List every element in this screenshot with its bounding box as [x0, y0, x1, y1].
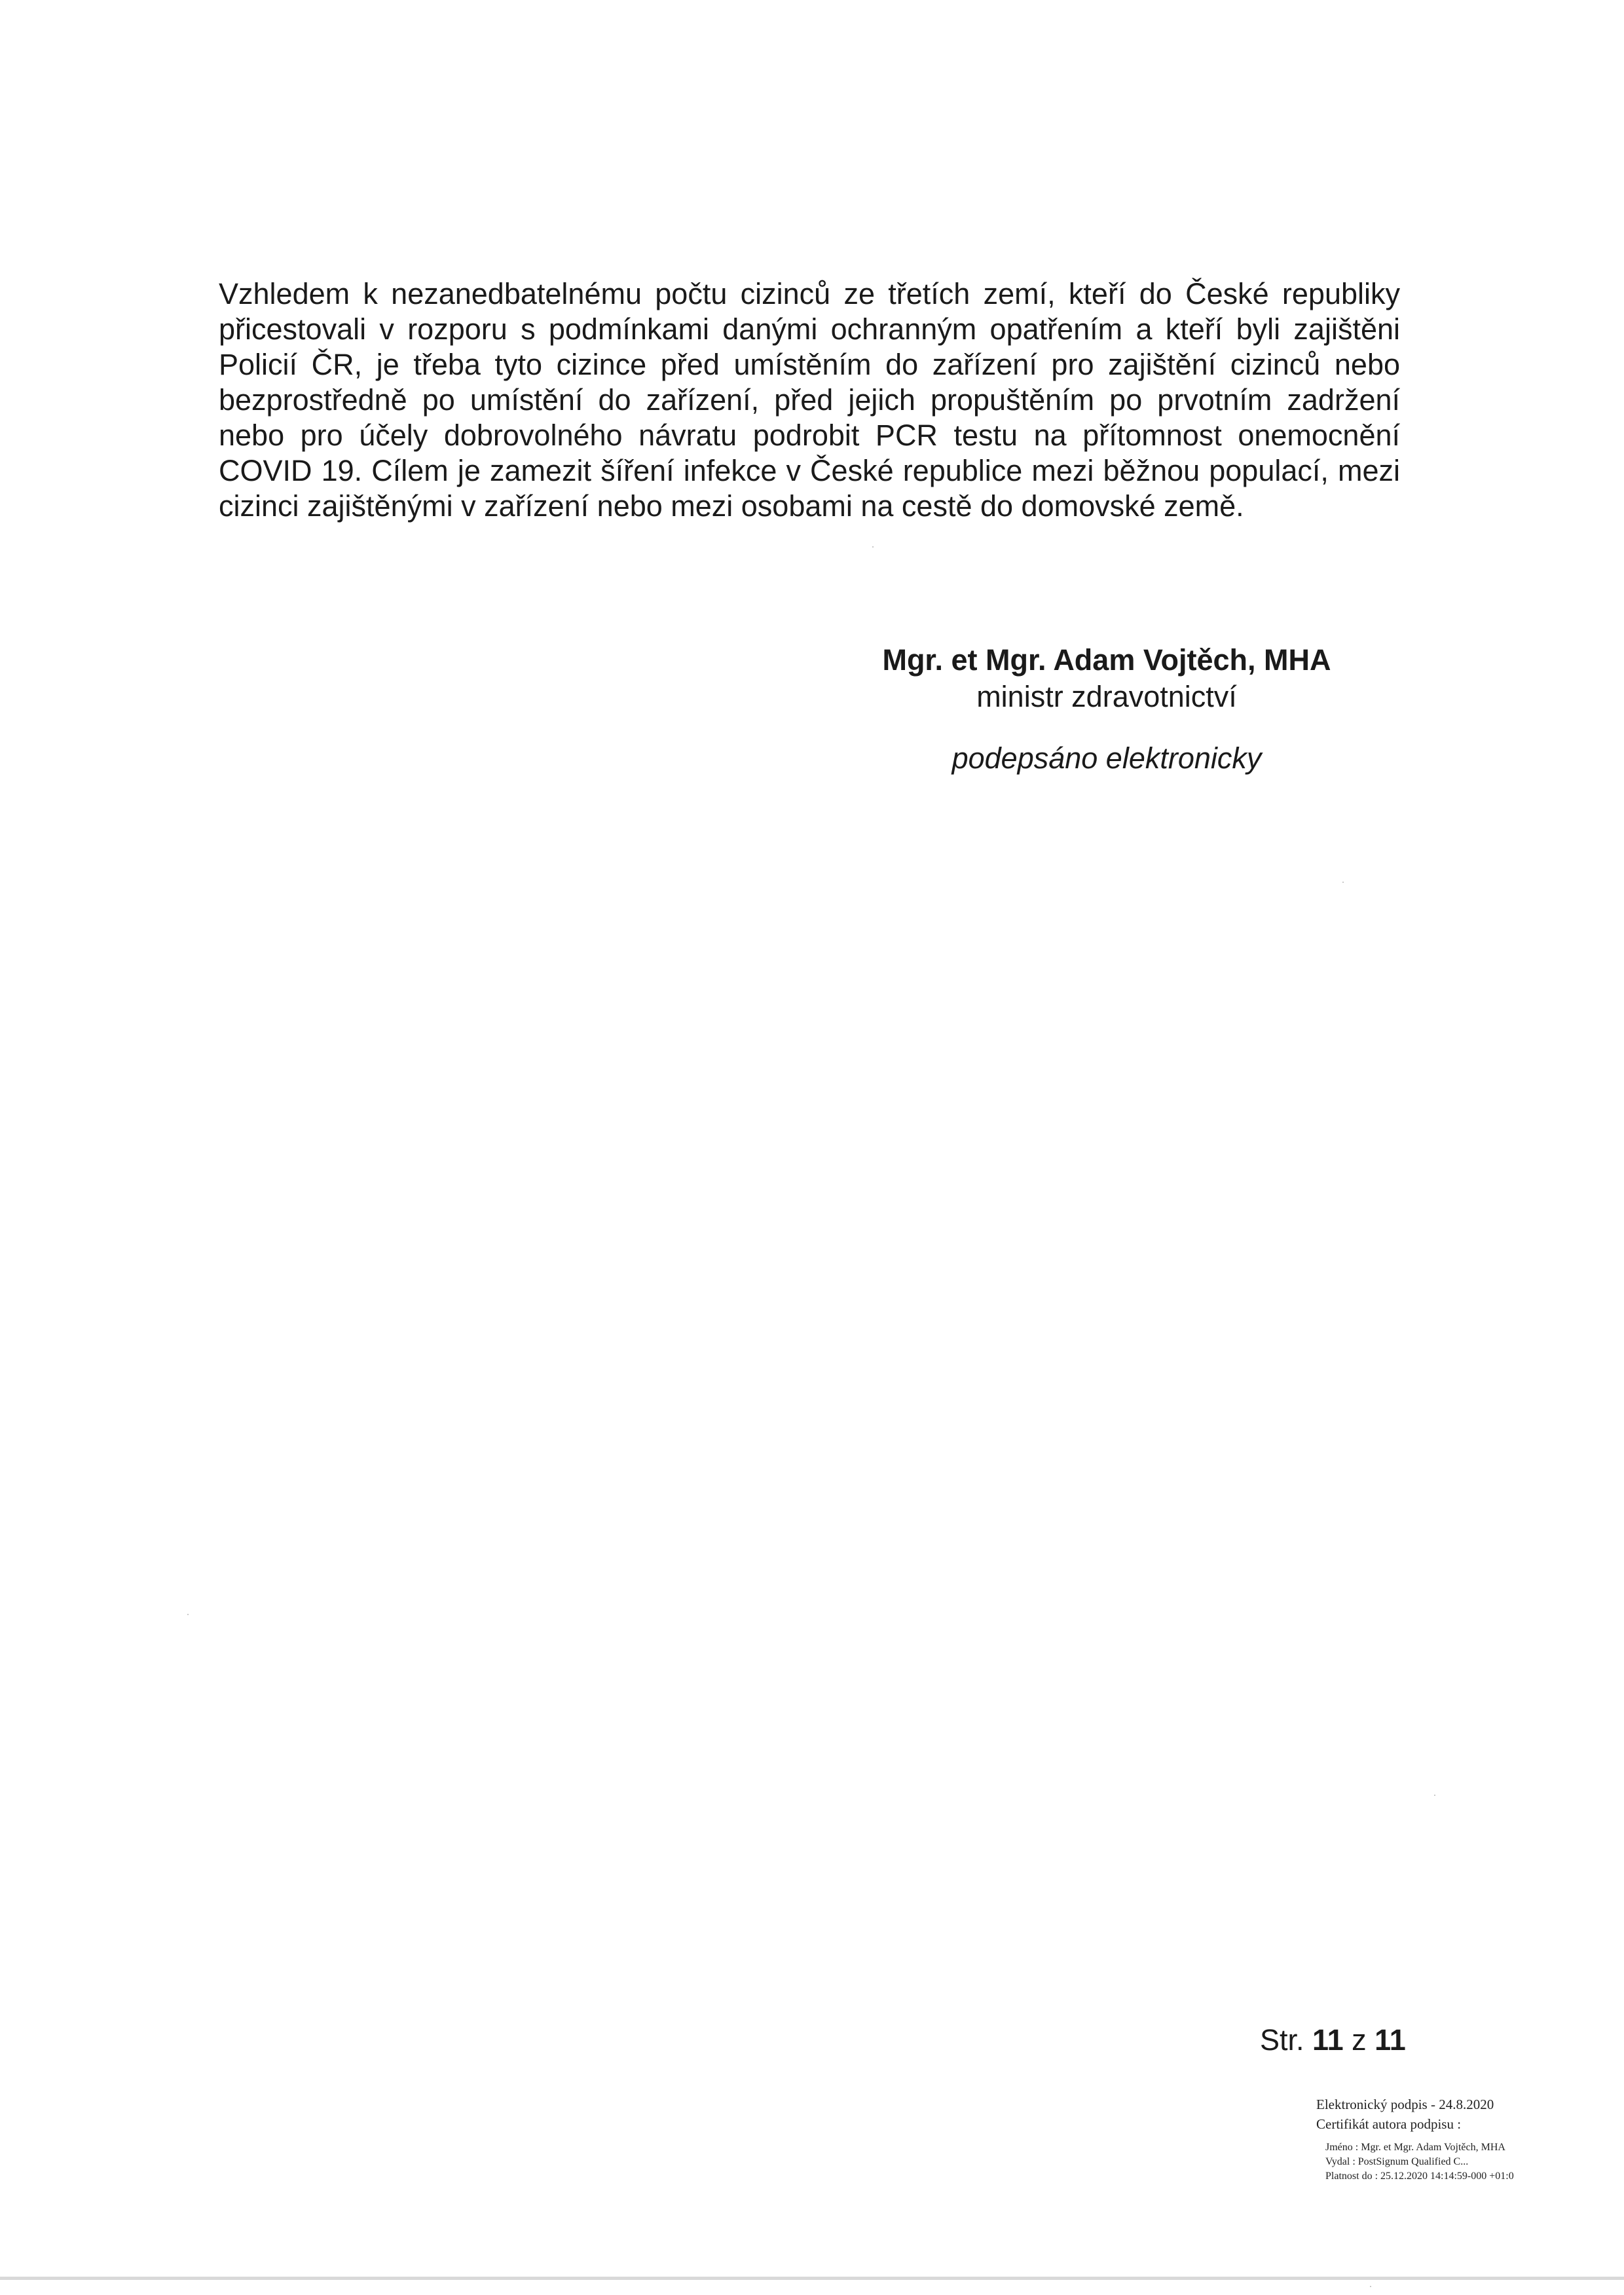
scan-speck — [1370, 2286, 1371, 2287]
scan-speck — [187, 1614, 189, 1615]
scan-bottom-edge — [0, 2277, 1624, 2280]
signed-electronically-note: podepsáno elektronicky — [951, 741, 1262, 775]
signer-role: ministr zdravotnictví — [976, 680, 1237, 713]
esign-validity: Platnost do : 25.12.2020 14:14:59-000 +01:0 — [1325, 2171, 1514, 2182]
electronic-signature-stamp — [1316, 2095, 1604, 2184]
esign-name: Jméno : Mgr. et Mgr. Adam Vojtěch, MHA — [1325, 2142, 1505, 2153]
page-number-total: 11 — [1375, 2023, 1406, 2057]
scan-speck — [1342, 882, 1344, 883]
signer-name: Mgr. et Mgr. Adam Vojtěch, MHA — [882, 643, 1331, 677]
esign-details — [1325, 2140, 1604, 2184]
page-number — [1260, 2023, 1406, 2058]
body-paragraph: Vzhledem k nezanedbatelnému počtu cizinců ze třetích zemí, kteří do České republiky přicestovali v rozporu s podmínkami danými ochranným opatřením a kteří byli zajištěni Policií ČR, je třeba tyto cizince před umístěním do zařízení pro zajištění cizinců nebo bezprostředně po umístění do zařízení, před jejich propuštěním po prvotním zadržení nebo pro účely dobrovolného návratu podrobit PCR testu na přítomnost onemocnění COVID 19. Cílem je zamezit šíření infekce v České republice mezi běžnou populací, mezi cizinci zajištěnými v zařízení nebo mezi osobami na cestě do domovské země. — [219, 277, 1400, 523]
page-number-current: 11 — [1312, 2023, 1344, 2057]
page-number-prefix: Str. — [1260, 2023, 1304, 2057]
scan-speck — [1434, 1795, 1435, 1796]
esign-issuer: Vydal : PostSignum Qualified C... — [1325, 2156, 1469, 2167]
scan-speck — [872, 546, 874, 548]
esign-certificate-label: Certifikát autora podpisu : — [1316, 2116, 1462, 2132]
page-number-separator: z — [1352, 2023, 1367, 2057]
esign-title: Elektronický podpis - 24.8.2020 — [1316, 2097, 1494, 2112]
signature-block — [812, 642, 1401, 777]
